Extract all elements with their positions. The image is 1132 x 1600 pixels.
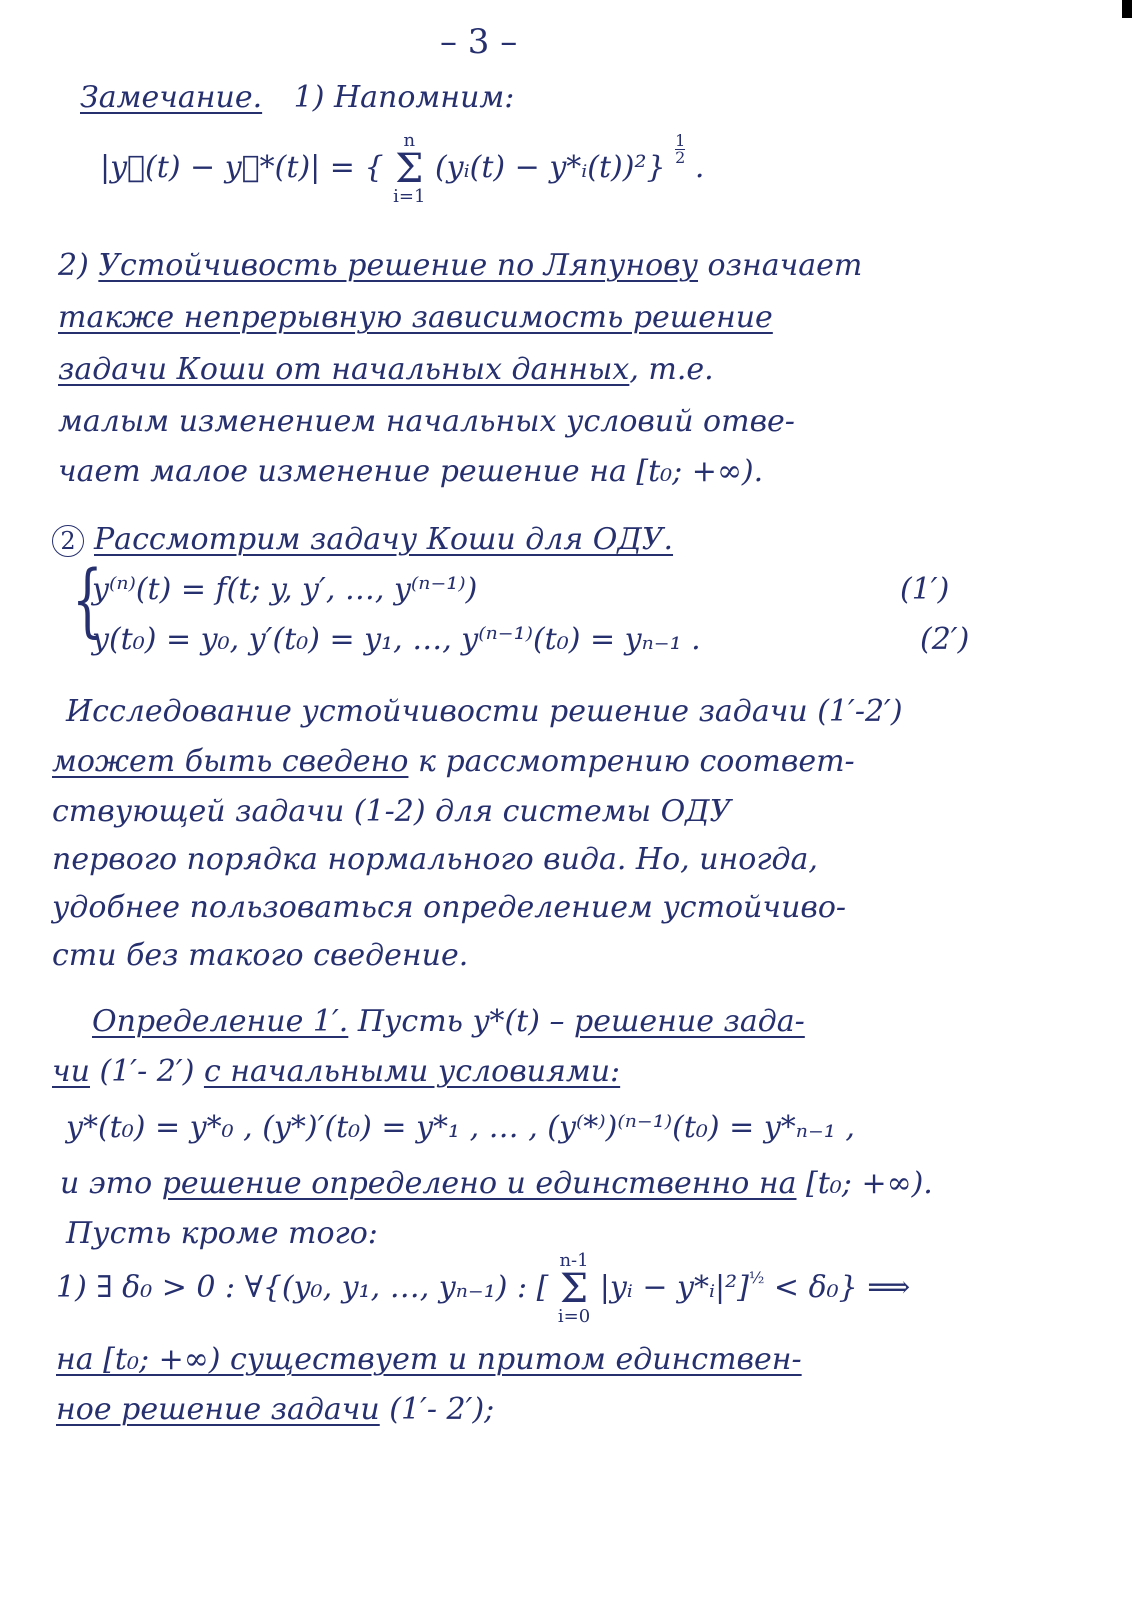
definition-condition-1: 1) ∃ δ₀ > 0 : ∀{(y₀, y₁, …, yₙ₋₁) : [ n-1 Σ i=0 |yᵢ − y*ᵢ|²]½ < δ₀} ⟹ — [56, 1250, 911, 1327]
section-2-para-line-6: сти без такого сведение. — [52, 938, 469, 973]
remark-title: Замечание. — [80, 80, 263, 115]
section-2-para-line-1: Исследование устойчивости решение задачи (1′-2′) — [66, 694, 903, 729]
system-brace: { — [72, 553, 103, 646]
remark-item2-line-4: малым изменением начальных условий отве- — [58, 404, 795, 439]
norm-formula — [100, 128, 704, 208]
section-2-para-line-5: удобнее пользоваться определением устойчиво- — [52, 890, 847, 925]
section-number-circle: 2 — [52, 525, 84, 557]
remark-item2-line-3: задачи Коши от начальных данных, т.е. — [58, 352, 714, 387]
definition-title: Определение 1′. — [92, 1004, 349, 1039]
equation-2: y(t₀) = y₀, y′(t₀) = y₁, …, y⁽ⁿ⁻¹⁾(t₀) = yₙ₋₁ . — [92, 622, 701, 657]
remark-title-line — [80, 78, 514, 118]
definition-initial-conditions: y*(t₀) = y*₀ , (y*)′(t₀) = y*₁ , … , (y⁽*⁾)⁽ⁿ⁻¹⁾(t₀) = y*ₙ₋₁ , — [66, 1110, 855, 1145]
remark-item2-line-2: также непрерывную зависимость решение — [58, 300, 773, 335]
equation-2-label: (2′) — [920, 622, 970, 657]
equation-1: y⁽ⁿ⁾(t) = f(t; y, y′, …, y⁽ⁿ⁻¹⁾) — [92, 572, 478, 607]
definition-line-5: Пусть кроме того: — [66, 1216, 378, 1251]
equation-1-label: (1′) — [900, 572, 950, 607]
formula-body: (yᵢ(t) − y*ᵢ(t))²} — [434, 150, 666, 185]
formula-exponent: $\frac{1}{2}$ — [675, 131, 686, 167]
remark-item2-line-1: 2) Устойчивость решение по Ляпунову означает — [58, 248, 863, 283]
section-2-heading — [52, 520, 673, 560]
definition-line-1: Определение 1′. Пусть y*(t) – решение зада- — [92, 1004, 805, 1039]
sum-symbol: n Σ i=1 — [393, 130, 426, 207]
scan-corner-mark — [1122, 0, 1132, 18]
section-2-para-line-2: может быть сведено к рассмотрению соответ- — [52, 744, 855, 779]
section-2-title: Рассмотрим задачу Коши для ОДУ. — [94, 522, 674, 557]
page-number: – 3 – — [440, 22, 518, 62]
definition-line-2: чи (1′- 2′) с начальными условиями: — [52, 1054, 621, 1089]
remark-item2-line-5: чает малое изменение решение на [t₀; +∞). — [58, 454, 764, 489]
section-2-para-line-4: первого порядка нормального вида. Но, иногда, — [52, 842, 818, 877]
remark-item1-intro: 1) Напомним: — [293, 80, 515, 115]
formula-lhs: |y⃗(t) − y⃗*(t)| = { — [100, 150, 384, 185]
definition-line-4: и это решение определено и единственно на [t₀; +∞). — [60, 1166, 933, 1201]
section-2-para-line-3: ствующей задачи (1-2) для системы ОДУ — [52, 794, 732, 829]
definition-line-8: ное решение задачи (1′- 2′); — [56, 1392, 495, 1427]
formula-end: . — [694, 150, 705, 185]
sum-symbol-2: n-1 Σ i=0 — [557, 1250, 591, 1327]
definition-line-7: на [t₀; +∞) существует и притом единствен- — [56, 1342, 802, 1377]
